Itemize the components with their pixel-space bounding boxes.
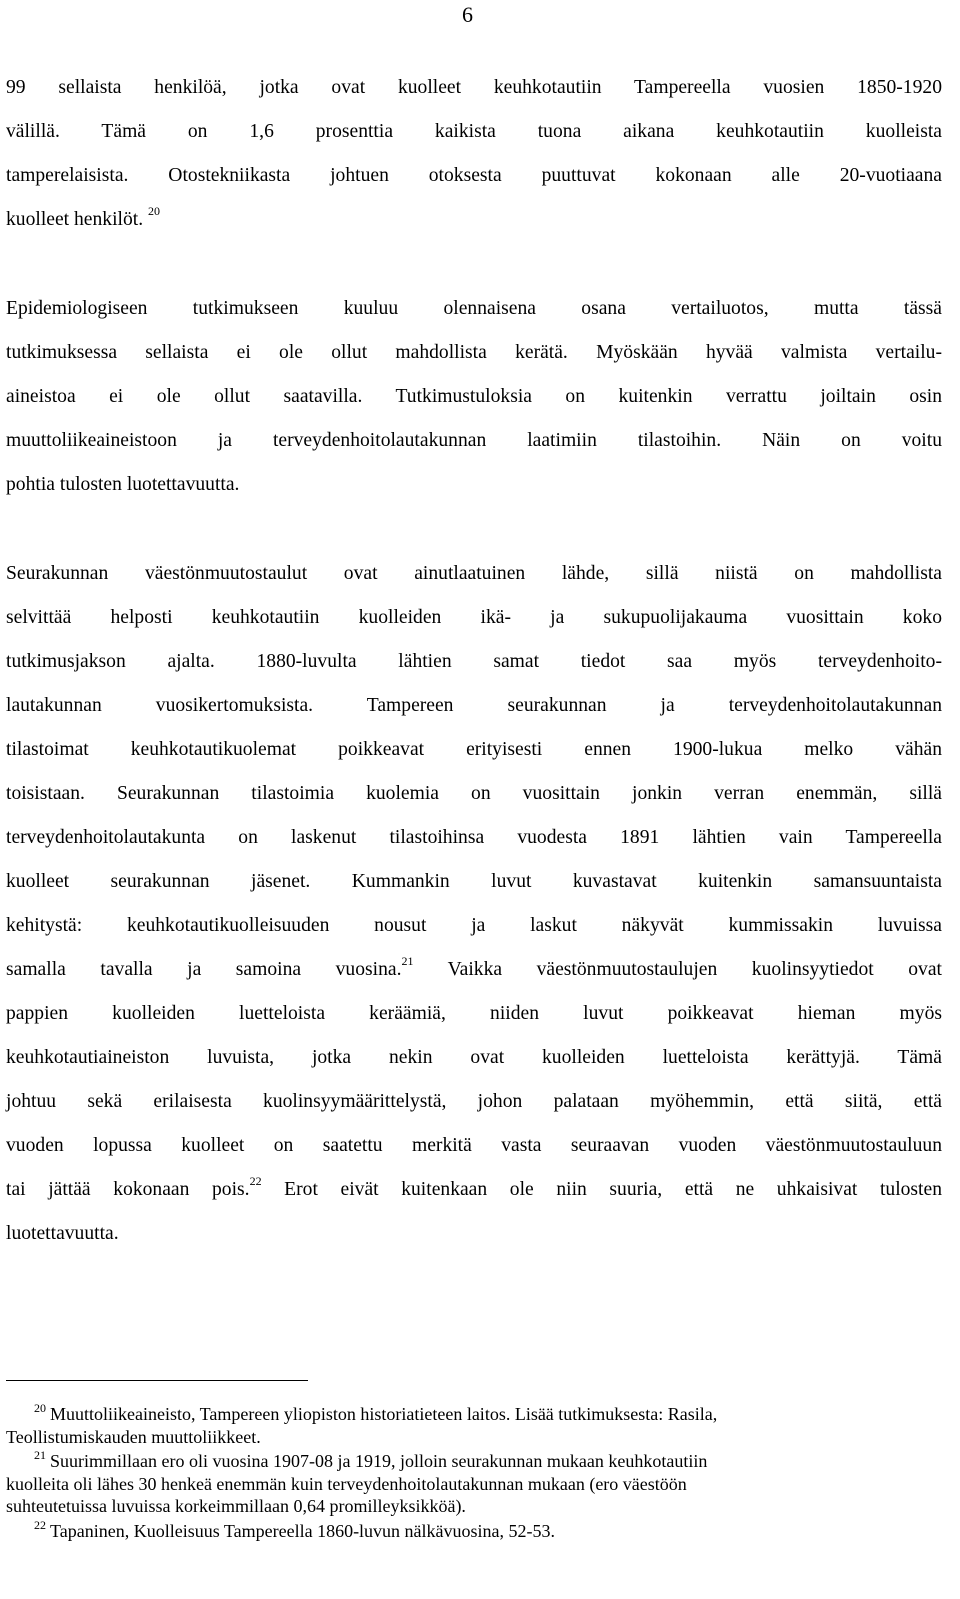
text-fragment: kuolleet henkilöt. [6, 209, 144, 230]
text-fragment: Vaikka väestönmuutostaulujen kuolinsyytiedot ovat [413, 959, 942, 980]
text-line: muuttoliikeaineistoon ja terveydenhoitolautakunnan laatimiin tilastoihin. Näin on voitu [6, 430, 942, 451]
text-line: selvittää helposti keuhkotautiin kuolleiden ikä- ja sukupuolijakauma vuosittain koko [6, 607, 942, 628]
page-number: 6 [462, 2, 473, 27]
footnote-ref-22[interactable]: 22 [249, 1174, 262, 1188]
text-line: Epidemiologiseen tutkimukseen kuuluu olennaisena osana vertailuotos, mutta tässä [6, 298, 942, 319]
text-line: toisistaan. Seurakunnan tilastoimia kuolemia on vuosittain jonkin verran enemmän, sillä [6, 783, 942, 804]
footnote-line: 22 Tapaninen, Kuolleisuus Tampereella 1860-luvun nälkävuosina, 52-53. [34, 1517, 556, 1541]
footnotes [6, 1403, 946, 1542]
paragraph-1 [6, 66, 942, 242]
text-line [6, 198, 942, 242]
footnote-line: Teollistumiskauden muuttoliikkeet. [6, 1426, 261, 1447]
text-fragment: Suurimmillaan ero oli vuosina 1907-08 ja 1919, jolloin seurakunnan mukaan keuhkotautiin [50, 1451, 708, 1471]
text-line: pappien kuolleiden luetteloista keräämiä, niiden luvut poikkeavat hieman myös [6, 1003, 942, 1024]
text-line: tutkimuksessa sellaista ei ole ollut mahdollista kerätä. Myöskään hyvää valmista vertailu- [6, 342, 942, 363]
paragraph-3 [6, 552, 942, 1256]
footnote-20 [6, 1403, 946, 1448]
text-line: tutkimusjakson ajalta. 1880-luvulta lähtien samat tiedot saa myös terveydenhoito- [6, 651, 942, 672]
text-line: kehitystä: keuhkotautikuolleisuuden nousut ja laskut näkyvät kummissakin luvuissa [6, 915, 942, 936]
text-line: tamperelaisista. Otostekniikasta johtuen otoksesta puuttuvat kokonaan alle 20-vuotiaana [6, 165, 942, 186]
footnote-separator [6, 1380, 308, 1381]
footnote-line: kuolleita oli lähes 30 henkeä enemmän kuin terveydenhoitolautakunnan mukaan (ero väestöön [6, 1473, 687, 1494]
paragraph-2 [6, 287, 942, 507]
footnote-line: suhteutetuissa luvuissa korkeimmillaan 0,64 promilleyksikköä). [6, 1496, 466, 1516]
text-fragment: Muuttoliikeaineisto, Tampereen yliopiston historiatieteen laitos. Lisää tutkimuksesta: Rasila, [50, 1404, 718, 1424]
footnote-ref-20[interactable]: 20 [148, 204, 161, 218]
text-fragment: Tapaninen, Kuolleisuus Tampereella 1860-luvun nälkävuosina, 52-53. [50, 1520, 556, 1541]
text-line: tilastoimat keuhkotautikuolemat poikkeavat erityisesti ennen 1900-lukua melko vähän [6, 739, 942, 760]
footnote-ref-21[interactable]: 21 [401, 954, 414, 968]
text-line [6, 948, 942, 992]
footnote-21 [6, 1450, 946, 1518]
footnote-22 [6, 1517, 946, 1543]
footnote-line: 21 Suurimmillaan ero oli vuosina 1907-08 ja 1919, jolloin seurakunnan mukaan keuhkotautiin [34, 1448, 708, 1471]
text-line [6, 1168, 942, 1212]
text-line: Seurakunnan väestönmuutostaulut ovat ainutlaatuinen lähde, sillä niistä on mahdollista [6, 563, 942, 584]
footnote-line: 20 Muuttoliikeaineisto, Tampereen yliopiston historiatieteen laitos. Lisää tutkimuksesta: Rasila, [34, 1401, 718, 1424]
text-line: terveydenhoitolautakunta on laskenut tilastoihinsa vuodesta 1891 lähtien vain Tampereella [6, 827, 942, 848]
text-line: välillä. Tämä on 1,6 prosenttia kaikista tuona aikana keuhkotautiin kuolleista [6, 121, 942, 142]
text-line: luotettavuutta. [6, 1223, 119, 1244]
text-line: aineistoa ei ole ollut saatavilla. Tutkimustuloksia on kuitenkin verrattu joiltain osin [6, 386, 942, 407]
text-line: lautakunnan vuosikertomuksista. Tampereen seurakunnan ja terveydenhoitolautakunnan [6, 695, 942, 716]
text-fragment: Erot eivät kuitenkaan ole niin suuria, että ne uhkaisivat tulosten [261, 1179, 942, 1200]
text-fragment: tai jättää kokonaan pois. [6, 1179, 250, 1200]
text-line: keuhkotautiaineiston luvuista, jotka nekin ovat kuolleiden luetteloista kerättyjä. Tämä [6, 1047, 942, 1068]
text-line: kuolleet seurakunnan jäsenet. Kummankin luvut kuvastavat kuitenkin samansuuntaista [6, 871, 942, 892]
text-line: vuoden lopussa kuolleet on saatettu merkitä vasta seuraavan vuoden väestönmuutostauluun [6, 1135, 942, 1156]
text-line: johtuu sekä erilaisesta kuolinsyymäärittelystä, johon palataan myöhemmin, että siitä, että [6, 1091, 942, 1112]
text-line: pohtia tulosten luotettavuutta. [6, 474, 240, 495]
text-line: 99 sellaista henkilöä, jotka ovat kuolleet keuhkotautiin Tampereella vuosien 1850-1920 [6, 77, 942, 98]
text-fragment: samalla tavalla ja samoina vuosina. [6, 959, 402, 980]
